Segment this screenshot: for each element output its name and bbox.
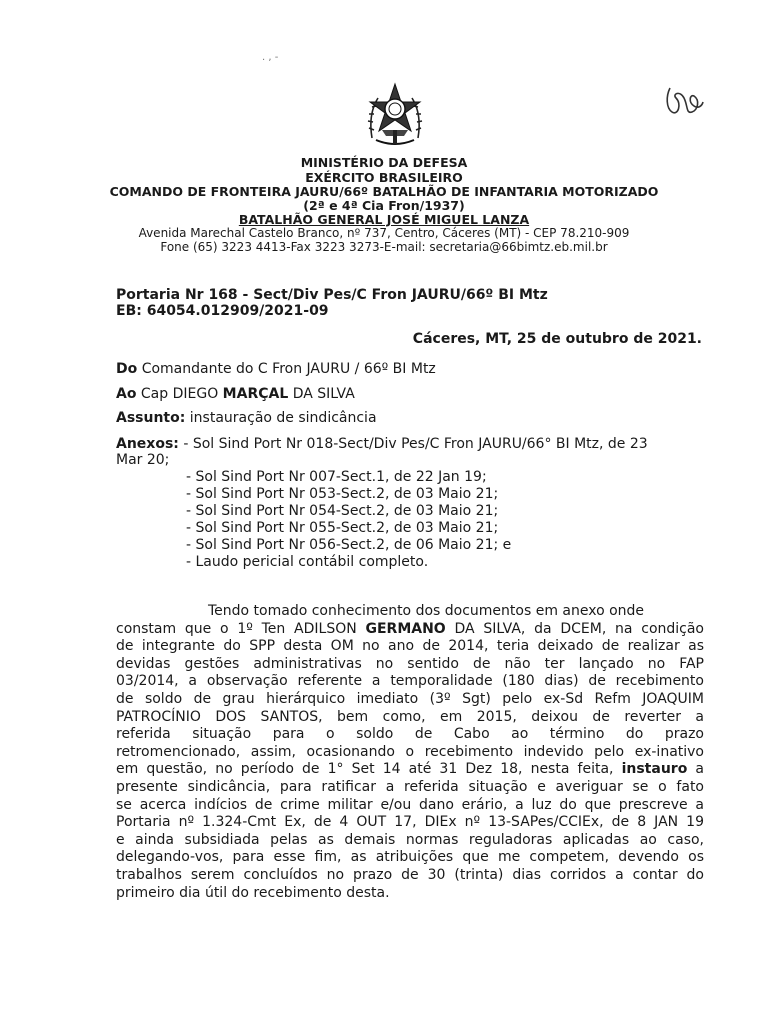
body-line: PATROCÍNIO DOS SANTOS, bem como, em 2015, deixou de reverter a xyxy=(116,708,704,725)
field-assunto xyxy=(116,410,377,426)
anexo-item: - Sol Sind Port Nr 007-Sect.1, de 22 Jan 19; xyxy=(186,469,487,485)
anexos-first-cont: Mar 20; xyxy=(116,452,170,468)
header-companies: (2ª e 4ª Cia Fron/1937) xyxy=(303,198,465,213)
anexo-item: - Sol Sind Port Nr 055-Sect.2, de 03 Maio 21; xyxy=(186,520,499,536)
body-line: constam que o 1º Ten ADILSON GERMANO DA SILVA, da DCEM, na condição xyxy=(116,620,704,637)
body-line: presente sindicância, para ratificar a referida situação e averiguar se o fato xyxy=(116,778,704,795)
field-do xyxy=(116,361,436,377)
header-army: EXÉRCITO BRASILEIRO xyxy=(305,170,463,185)
scan-mark: . , - xyxy=(262,52,279,63)
field-anexos xyxy=(116,436,648,452)
do-value: Comandante do C Fron JAURU / 66º BI Mtz xyxy=(141,361,436,377)
do-label: Do xyxy=(116,361,138,377)
body-line: Portaria nº 1.324-Cmt Ex, de 4 OUT 17, DIEx nº 13-SAPes/CCIEx, de 8 JAN 19 xyxy=(116,814,704,831)
ao-label: Ao xyxy=(116,386,137,402)
anexo-item: - Laudo pericial contábil completo. xyxy=(186,554,429,570)
date-line: Cáceres, MT, 25 de outubro de 2021. xyxy=(412,331,702,347)
header-command: COMANDO DE FRONTEIRA JAURU/66º BATALHÃO DE INFANTARIA MOTORIZADO xyxy=(109,184,659,199)
anexo-item: - Sol Sind Port Nr 054-Sect.2, de 03 Maio 21; xyxy=(186,503,499,519)
body-line: de soldo de grau hierárquico imediato (3º Sgt) pelo ex-Sd Refm JOAQUIM xyxy=(116,690,704,707)
body-paragraph xyxy=(116,603,704,902)
header-contact: Fone (65) 3223 4413-Fax 3223 3273-E-mail: secretaria@66bimtz.eb.mil.br xyxy=(160,240,608,254)
body-line: delegando-vos, para esse fim, as atribuições que me competem, devendo os xyxy=(116,849,704,866)
body-line: trabalhos serem concluídos no prazo de 30 (trinta) dias corridos a contar do xyxy=(116,866,704,883)
header-battalion: BATALHÃO GENERAL JOSÉ MIGUEL LANZA xyxy=(238,212,530,227)
assunto-label: Assunto: xyxy=(116,410,186,426)
ao-suffix: DA SILVA xyxy=(288,386,355,402)
body-line: referida situação para o soldo de Cabo ao término do prazo xyxy=(116,726,704,743)
anexo-item: - Sol Sind Port Nr 056-Sect.2, de 06 Maio 21; e xyxy=(186,537,512,553)
assunto-value: instauração de sindicância xyxy=(189,410,377,426)
anexo-item: - Sol Sind Port Nr 053-Sect.2, de 03 Maio 21; xyxy=(186,486,499,502)
ao-prefix: Cap DIEGO xyxy=(140,386,223,402)
header-address: Avenida Marechal Castelo Branco, nº 737, Centro, Cáceres (MT) - CEP 78.210-909 xyxy=(138,226,630,240)
ao-bold: MARÇAL xyxy=(222,386,289,402)
body-line: e ainda subsidiada pelas as demais normas reguladoras aplicadas ao caso, xyxy=(116,831,704,848)
coat-of-arms-emblem xyxy=(364,80,426,152)
eb-number: EB: 64054.012909/2021-09 xyxy=(116,303,329,319)
anexos-first: - Sol Sind Port Nr 018-Sect/Div Pes/C Fron JAURU/66° BI Mtz, de 23 xyxy=(183,436,648,452)
body-line: devidas gestões administrativas no sentido de não ter lançado no FAP xyxy=(116,655,704,672)
body-line: em questão, no período de 1° Set 14 até 31 Dez 18, nesta feita, instauro a xyxy=(116,761,704,778)
field-ao xyxy=(116,386,355,402)
body-line: se acerca indícios de crime militar e/ou dano erário, a luz do que prescreve a xyxy=(116,796,704,813)
body-line: retromencionado, assim, ocasionando o recebimento indevido pelo ex-inativo xyxy=(116,743,704,760)
header-ministry: MINISTÉRIO DA DEFESA xyxy=(300,155,468,170)
body-line: de integrante do SPP desta OM no ano de 2014, teria deixado de realizar as xyxy=(116,638,704,655)
handwritten-initials-signature xyxy=(662,82,706,120)
anexos-label: Anexos: xyxy=(116,436,179,452)
body-line: primeiro dia útil do recebimento desta. xyxy=(116,884,390,901)
body-line: 03/2014, a observação referente a temporalidade (180 dias) de recebimento xyxy=(116,673,704,690)
portaria-number: Portaria Nr 168 - Sect/Div Pes/C Fron JAURU/66º BI Mtz xyxy=(116,287,548,303)
body-line: Tendo tomado conhecimento dos documentos em anexo onde xyxy=(208,603,645,619)
